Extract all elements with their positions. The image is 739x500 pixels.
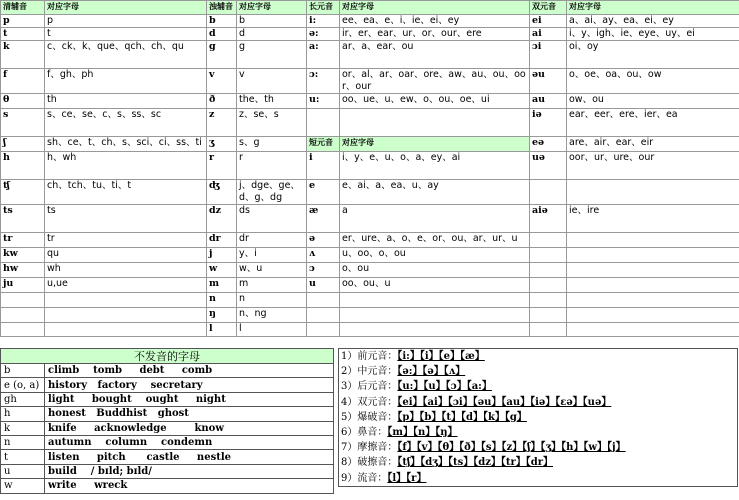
phoneme-cell: ʒ: [207, 137, 237, 152]
letters-cell: i、y、igh、ie、eye、uy、ei: [567, 28, 739, 41]
phoneme-cell: [530, 278, 567, 293]
letters-cell: [567, 248, 739, 263]
phoneme-cell: d: [207, 28, 237, 41]
silent-letter: w: [1, 479, 45, 493]
table-row: [1, 109, 739, 137]
table-row: [1, 308, 739, 323]
phoneme-cell: dz: [207, 205, 237, 233]
table-row: [1, 28, 739, 41]
phoneme-cell: ei: [530, 15, 567, 28]
category-name: 8）破擦音：: [341, 457, 398, 469]
category-line: [339, 410, 737, 425]
phoneme-cell: [530, 233, 567, 248]
phoneme-cell: au: [530, 94, 567, 109]
table-row: [1, 94, 739, 109]
letters-cell: y、i: [237, 248, 307, 263]
phoneme-cell: ŋ: [207, 308, 237, 323]
silent-examples: climb tomb debt comb: [45, 364, 334, 378]
letters-cell: o、ou: [340, 263, 530, 278]
phoneme-cell: ʤ: [207, 180, 237, 205]
letters-cell: [567, 180, 739, 205]
phoneme-cell: f: [1, 69, 45, 94]
category-name: 5）爆破音：: [341, 411, 398, 423]
letters-cell: s、ce、se、c、s、ss、sc: [45, 109, 207, 137]
category-line: [339, 440, 737, 455]
letters-cell: c、ck、k、que、qch、ch、qu: [45, 41, 207, 69]
letters-cell: [567, 263, 739, 278]
phoneme-cell: uə: [530, 152, 567, 180]
table-row: [1, 278, 739, 293]
silent-row: [1, 364, 334, 378]
phoneme-cell: k: [1, 41, 45, 69]
letters-cell: o、oe、oa、ou、ow: [567, 69, 739, 94]
category-name: 1）前元音：: [341, 351, 398, 362]
letters-cell: sh、ce、t、ch、s、sci、ci、ss、ti: [45, 137, 207, 152]
letters-cell: u、oo、o、ou: [340, 248, 530, 263]
letters-cell: f、gh、ph: [45, 69, 207, 94]
phoneme-cell: ai: [530, 28, 567, 41]
table-row: [1, 15, 739, 28]
phoneme-cell: aiə: [530, 205, 567, 233]
letters-cell: r: [237, 152, 307, 180]
table-row: [1, 41, 739, 69]
table-row: [1, 137, 739, 152]
letters-cell: [45, 323, 207, 337]
header-cell: 双元音: [530, 1, 567, 15]
silent-examples: autumn column condemn: [45, 435, 334, 449]
silent-title: 不发音的字母: [1, 349, 334, 364]
phoneme-cell: [530, 323, 567, 337]
letters-cell: n: [237, 293, 307, 308]
phoneme-cell: dr: [207, 233, 237, 248]
phoneme-cell: w: [207, 263, 237, 278]
letters-cell: ch、tch、tu、ti、t: [45, 180, 207, 205]
letters-cell: s、g: [237, 137, 307, 152]
phoneme-cell: t: [1, 28, 45, 41]
phoneme-cell: ts: [1, 205, 45, 233]
letters-cell: ds: [237, 205, 307, 233]
category-phonemes: 【tʃ】【dʒ】【ts】【dz】【tr】【dr】: [397, 457, 554, 469]
category-name: 2）中元音：: [341, 366, 398, 378]
silent-examples: write wreck: [45, 479, 334, 493]
letters-cell: [567, 278, 739, 293]
silent-letter: h: [1, 407, 45, 421]
category-phonemes: 【u:】【u】【ɔ】【a:】: [397, 381, 492, 393]
phoneme-cell: ju: [1, 278, 45, 293]
header-cell: 对应字母: [340, 1, 530, 15]
phoneme-categories: [338, 348, 738, 487]
phoneme-cell: [307, 109, 340, 137]
silent-row: [1, 450, 334, 464]
phoneme-cell: ʌ: [307, 248, 340, 263]
phoneme-cell: iə: [530, 109, 567, 137]
phoneme-cell: ɔ: [307, 263, 340, 278]
phoneme-cell: tr: [1, 233, 45, 248]
phoneme-cell: v: [207, 69, 237, 94]
phoneme-cell: m: [207, 278, 237, 293]
category-name: 7）摩擦音：: [341, 442, 398, 454]
header-cell: 对应字母: [237, 1, 307, 15]
category-line: [339, 425, 737, 440]
letters-cell: p: [45, 15, 207, 28]
phoneme-cell: əu: [530, 69, 567, 94]
letters-cell: [340, 323, 530, 337]
category-phonemes: 【i:】【i】【e】【æ】: [397, 351, 485, 362]
letters-cell: oi、oy: [567, 41, 739, 69]
letters-cell: i、y、e、u、o、a、ey、ai: [340, 152, 530, 180]
category-name: 3）后元音：: [341, 381, 398, 393]
letters-cell: z、se、s: [237, 109, 307, 137]
phoneme-cell: [530, 308, 567, 323]
silent-letter: t: [1, 450, 45, 464]
category-phonemes: 【f】【v】【θ】【ð】【s】【z】【ʃ】【ʒ】【h】【w】【j】: [397, 442, 626, 454]
phoneme-cell: 短元音: [307, 137, 340, 152]
category-line: [339, 349, 737, 364]
silent-examples: build / bɪld; bɪld/: [45, 464, 334, 478]
phoneme-cell: [530, 293, 567, 308]
silent-row: [1, 479, 334, 493]
letters-cell: j、dge、ge、d、g、dg: [237, 180, 307, 205]
phoneme-cell: θ: [1, 94, 45, 109]
phoneme-cell: [307, 323, 340, 337]
phoneme-cell: eə: [530, 137, 567, 152]
phoneme-cell: kw: [1, 248, 45, 263]
table-row: [1, 180, 739, 205]
phoneme-cell: i:: [307, 15, 340, 28]
letters-cell: v: [237, 69, 307, 94]
phoneme-cell: s: [1, 109, 45, 137]
letters-cell: n、ng: [237, 308, 307, 323]
phoneme-cell: [1, 323, 45, 337]
silent-letter: u: [1, 464, 45, 478]
table-row: [1, 293, 739, 308]
table-row: [1, 263, 739, 278]
silent-letter: k: [1, 421, 45, 435]
table-row: [1, 152, 739, 180]
table-row: [1, 69, 739, 94]
category-phonemes: 【l】【r】: [387, 472, 427, 484]
letters-cell: [340, 293, 530, 308]
letters-cell: a、ai、ay、ea、ei、ey: [567, 15, 739, 28]
letters-cell: b: [237, 15, 307, 28]
phoneme-cell: [530, 248, 567, 263]
phoneme-cell: g: [207, 41, 237, 69]
phoneme-cell: [307, 293, 340, 308]
phoneme-cell: z: [207, 109, 237, 137]
table-row: [1, 205, 739, 233]
category-phonemes: 【m】【n】【ŋ】: [387, 426, 458, 438]
table-row: [1, 248, 739, 263]
letters-cell: [567, 293, 739, 308]
letters-cell: d: [237, 28, 307, 41]
letters-cell: a: [340, 205, 530, 233]
phoneme-cell: [1, 308, 45, 323]
phoneme-cell: b: [207, 15, 237, 28]
phoneme-cell: ə: [307, 233, 340, 248]
letters-cell: [45, 308, 207, 323]
phoneme-cell: ə:: [307, 28, 340, 41]
letters-cell: h、wh: [45, 152, 207, 180]
letters-cell: [340, 308, 530, 323]
silent-letters-table: [0, 348, 334, 494]
phoneme-cell: a:: [307, 41, 340, 69]
silent-letter: n: [1, 435, 45, 449]
category-line: [339, 364, 737, 379]
letters-cell: are、air、ear、eir: [567, 137, 739, 152]
letters-cell: the、th: [237, 94, 307, 109]
letters-cell: [567, 323, 739, 337]
phoneme-cell: e: [307, 180, 340, 205]
phoneme-cell: ʃ: [1, 137, 45, 152]
phoneme-cell: p: [1, 15, 45, 28]
letters-cell: ee、ea、e、i、ie、ei、ey: [340, 15, 530, 28]
letters-cell: or、al、ar、oar、ore、aw、au、ou、oor、our: [340, 69, 530, 94]
letters-cell: 对应字母: [340, 137, 530, 152]
category-line: [339, 379, 737, 394]
category-line: [339, 471, 737, 486]
table-row: [1, 323, 739, 337]
letters-cell: [567, 233, 739, 248]
phoneme-cell: l: [207, 323, 237, 337]
silent-examples: listen pitch castle nestle: [45, 450, 334, 464]
header-cell: 对应字母: [45, 1, 207, 15]
phoneme-cell: hw: [1, 263, 45, 278]
letters-cell: qu: [45, 248, 207, 263]
letters-cell: g: [237, 41, 307, 69]
phoneme-cell: [530, 180, 567, 205]
letters-cell: w、u: [237, 263, 307, 278]
letters-cell: m: [237, 278, 307, 293]
phoneme-cell: i: [307, 152, 340, 180]
phoneme-cell: [307, 308, 340, 323]
header-cell: 清辅音: [1, 1, 45, 15]
letters-cell: t: [45, 28, 207, 41]
letters-cell: [45, 293, 207, 308]
silent-letter: gh: [1, 392, 45, 406]
category-phonemes: 【p】【b】【t】【d】【k】【g】: [397, 411, 527, 423]
silent-letter: b: [1, 364, 45, 378]
silent-row: [1, 464, 334, 478]
letters-cell: ar、a、ear、ou: [340, 41, 530, 69]
phoneme-cell: u: [307, 278, 340, 293]
letters-cell: wh: [45, 263, 207, 278]
silent-examples: history factory secretary: [45, 378, 334, 392]
category-phonemes: 【ei】【ai】【ɔi】【əu】【au】【iə】【εə】【uə】: [397, 396, 612, 408]
category-name: 4）双元音：: [341, 396, 398, 408]
letters-cell: tr: [45, 233, 207, 248]
category-line: [339, 395, 737, 410]
letters-cell: ow、ou: [567, 94, 739, 109]
phoneme-cell: [530, 263, 567, 278]
category-name: 9）流音：: [341, 472, 388, 484]
letters-cell: th: [45, 94, 207, 109]
silent-row: [1, 378, 334, 392]
phoneme-cell: ɔ:: [307, 69, 340, 94]
table-row: [1, 233, 739, 248]
letters-cell: er、ure、a、o、e、or、ou、ar、ur、u: [340, 233, 530, 248]
letters-cell: oo、ue、u、ew、o、ou、oe、ui: [340, 94, 530, 109]
letters-cell: oor、ur、ure、our: [567, 152, 739, 180]
phoneme-cell: n: [207, 293, 237, 308]
letters-cell: ts: [45, 205, 207, 233]
header-row: [1, 1, 739, 15]
phoneme-cell: ɔi: [530, 41, 567, 69]
header-cell: 浊辅音: [207, 1, 237, 15]
silent-examples: knife acknowledge know: [45, 421, 334, 435]
phoneme-cell: æ: [307, 205, 340, 233]
phoneme-cell: r: [207, 152, 237, 180]
category-name: 6）鼻音：: [341, 426, 388, 438]
header-cell: 长元音: [307, 1, 340, 15]
silent-examples: light bought ought night: [45, 392, 334, 406]
letters-cell: dr: [237, 233, 307, 248]
letters-cell: ear、eer、ere、ier、ea: [567, 109, 739, 137]
silent-row: [1, 392, 334, 406]
silent-examples: honest Buddhist ghost: [45, 407, 334, 421]
silent-row: [1, 421, 334, 435]
letters-cell: e、ai、a、ea、u、ay: [340, 180, 530, 205]
category-line: [339, 455, 737, 470]
phoneme-cell: h: [1, 152, 45, 180]
letters-cell: oo、ou、u: [340, 278, 530, 293]
letters-cell: ir、er、ear、ur、or、our、ere: [340, 28, 530, 41]
phoneme-cell: j: [207, 248, 237, 263]
letters-cell: [567, 308, 739, 323]
header-cell: 对应字母: [567, 1, 739, 15]
phoneme-cell: ð: [207, 94, 237, 109]
phoneme-cell: [1, 293, 45, 308]
letters-cell: ie、ire: [567, 205, 739, 233]
phoneme-cell: u:: [307, 94, 340, 109]
letters-cell: l: [237, 323, 307, 337]
silent-row: [1, 435, 334, 449]
letters-cell: [340, 109, 530, 137]
silent-letter: e (o, a): [1, 378, 45, 392]
silent-row: [1, 407, 334, 421]
phoneme-cell: ʧ: [1, 180, 45, 205]
category-phonemes: 【ə:】【ə】【ʌ】: [397, 366, 466, 378]
letters-cell: u,ue: [45, 278, 207, 293]
